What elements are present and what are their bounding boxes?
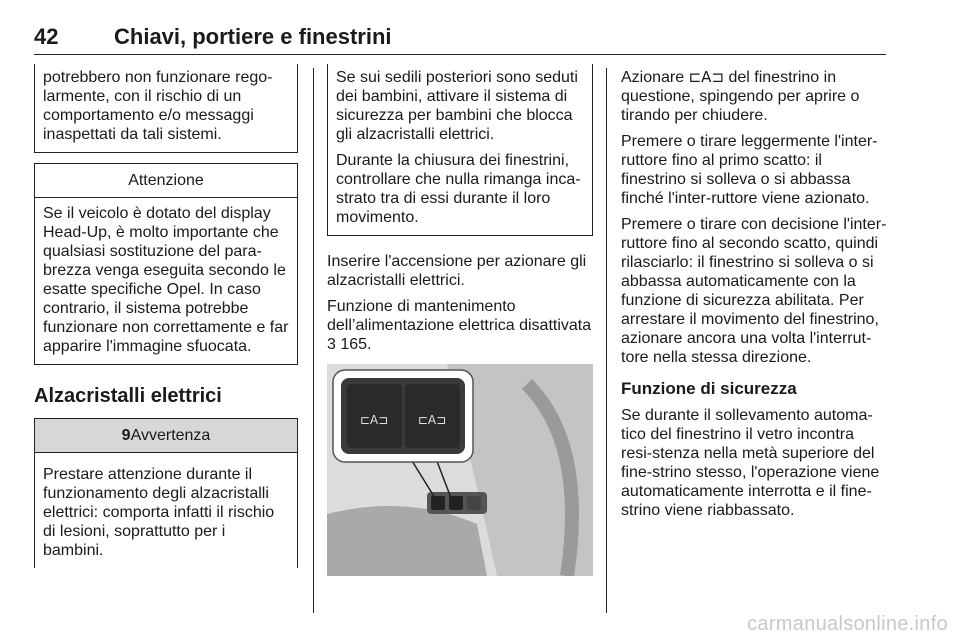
child-safety-box (327, 64, 593, 236)
safety-function-text: Se durante il sollevamento automa-tico del finestrino il vetro incontra resi-stenza nella metà superiore del fine-strino stesso, l'operazione viene automaticamente interrotta e il fine-strino viene riabbassato. (621, 407, 880, 519)
column-divider (606, 68, 607, 613)
page-header (34, 18, 886, 55)
page-ref-arrow-icon: 3 (327, 336, 336, 353)
page-ref-link[interactable]: 165. (340, 336, 372, 353)
child-safety-text: Se sui sedili posteriori sono seduti dei bambini, attivare il sistema di sicurezza per bambini che blocca gli alzacristalli elettrici. (336, 69, 578, 143)
operate-switch-text: Azionare ⊏A⊐ del finestrino in questione, spingendo per aprire o tirando per chiudere. (621, 68, 860, 124)
watermark: carmanualsonline.info (747, 613, 948, 635)
column-1 (34, 68, 298, 568)
continued-notice-box (34, 64, 298, 153)
second-detent-text: Premere o tirare con decisione l'inter-ruttore fino al secondo scatto, quindi rilasciarlo: il finestrino si solleva o si abbassa automaticamente con la funzione di sicurezza abilitata. Per arrestare il movimento del finestrino, azionare ancora una volta l'interrut-tore nella stessa direzione. (621, 216, 887, 366)
attention-box (34, 163, 298, 365)
window-switch-icon: ⊏A⊐ (688, 68, 725, 86)
subsection-title: Funzione di sicurezza (621, 379, 797, 398)
window-switch-figure (327, 364, 593, 576)
warning-text: Prestare attenzione durante il funzionamento degli alzacristalli elettrici: comporta infatti il rischio di lesioni, soprattutto per i bambini. (43, 466, 275, 559)
column-3 (621, 68, 889, 527)
column-2 (327, 68, 593, 576)
warning-header (35, 419, 297, 453)
switch-symbol-right-icon: ⊏A⊐ (417, 413, 447, 427)
column-divider (313, 68, 314, 613)
retained-power-text: Funzione di mantenimento dell’alimentazione elettrica disattivata 3 165. (327, 298, 592, 353)
switch-symbol-left-icon: ⊏A⊐ (359, 413, 389, 427)
warning-icon: 9 (121, 427, 131, 444)
section-title: Alzacristalli elettrici (34, 385, 222, 407)
continued-notice-text: potrebbero non funzionare rego-larmente, con il rischio di un comportamento e/o messaggi inaspettati da tali sistemi. (43, 69, 273, 143)
warning-title: Avvertenza (130, 427, 211, 444)
ignition-text: Inserire l'accensione per azionare gli alzacristalli elettrici. (327, 253, 587, 289)
attention-text: Se il veicolo è dotato del display Head-Up, è molto importante che qualsiasi sostituzione del para-brezza venga eseguita secondo le esatte specifiche Opel. In caso contrario, il sistema potrebbe funzionare non correttamente e far apparire l'immagine sfuocata. (43, 205, 289, 355)
page-number: 42 (34, 24, 59, 49)
closing-caution-text: Durante la chiusura dei finestrini, controllare che nulla rimanga inca-strato tra di essi durante il loro movimento. (336, 152, 581, 226)
warning-box (34, 418, 298, 568)
attention-title: Attenzione (35, 164, 297, 198)
door-panel-illustration (327, 364, 593, 576)
first-detent-text: Premere o tirare leggermente l'inter-ruttore fino al primo scatto: il finestrino si solleva o si abbassa finché l'inter-ruttore viene azionato. (621, 133, 878, 207)
chapter-title: Chiavi, portiere e finestrini (114, 24, 392, 49)
